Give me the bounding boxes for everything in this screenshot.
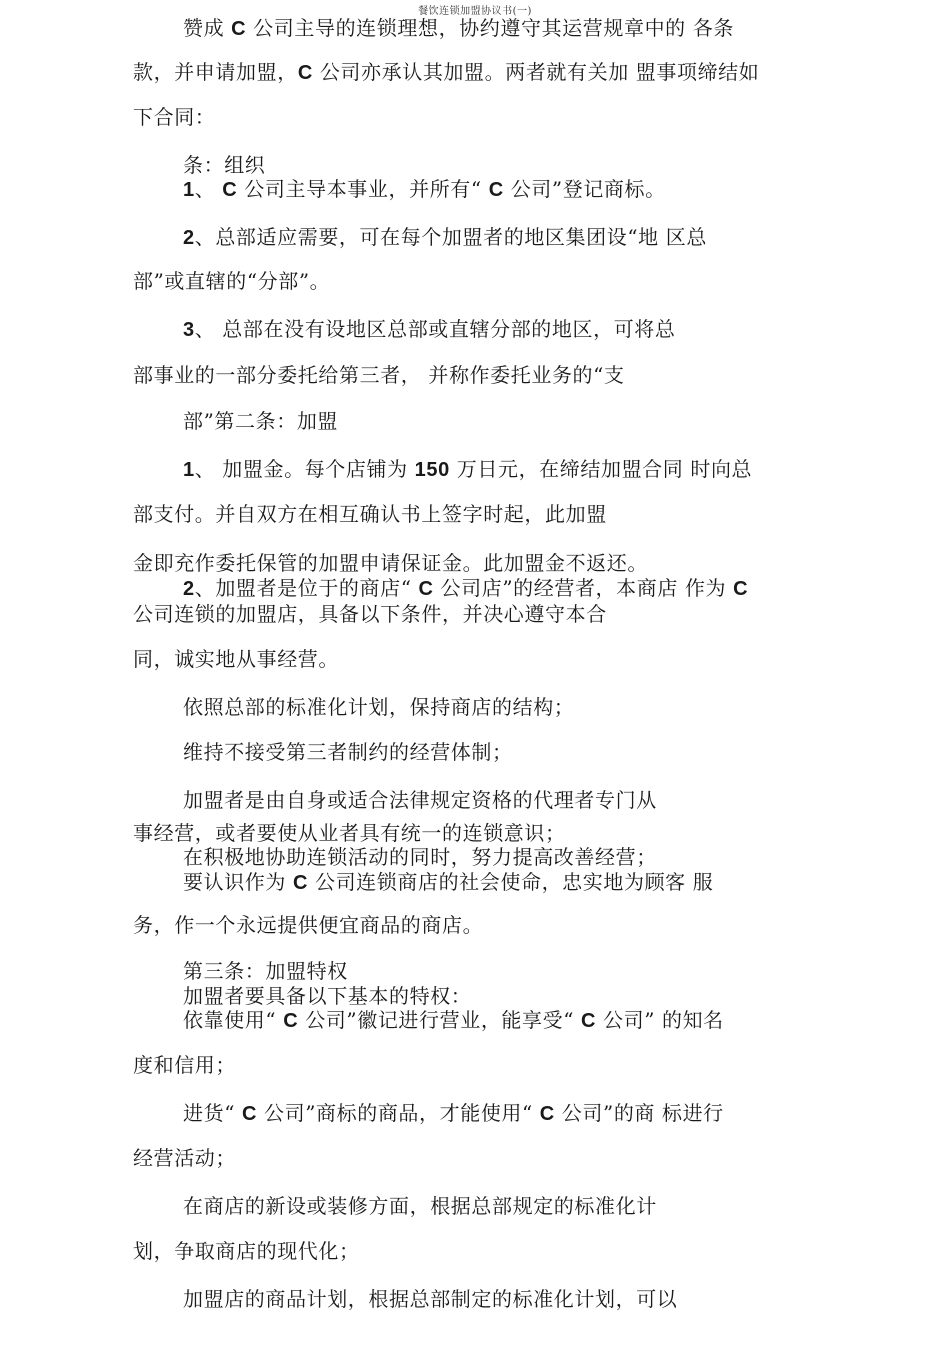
text-line: 部”或直辖的“分部”。 (133, 269, 331, 293)
text-line: 公司连锁的加盟店，具备以下条件，并决心遵守本合 (133, 602, 607, 626)
text-line: 加盟者是由自身或适合法律规定资格的代理者专门从 (183, 788, 657, 812)
text-line: 1、 加盟金。每个店铺为 150 万日元，在缔结加盟合同 时向总 (183, 457, 753, 481)
page-header: 餐饮连锁加盟协议书(一) (418, 6, 532, 17)
text-line: 进货“ C 公司”商标的商品，才能使用“ C 公司”的商 标进行 (183, 1101, 724, 1125)
text-line: 部支付。并自双方在相互确认书上签字时起，此加盟 (133, 502, 607, 526)
text-line: 第三条：加盟特权 (183, 959, 348, 983)
text-line: 在商店的新设或装修方面，根据总部规定的标准化计 (183, 1194, 657, 1218)
text-line: 维持不接受第三者制约的经营体制； (183, 740, 513, 764)
text-line: 款，并申请加盟，C 公司亦承认其加盟。两者就有关加 盟事项缔结如 (133, 60, 760, 84)
text-line: 度和信用； (133, 1053, 236, 1077)
text-line: 务，作一个永远提供便宜商品的商店。 (133, 913, 484, 937)
text-line: 赞成 C 公司主导的连锁理想，协约遵守其运营规章中的 各条 (183, 16, 734, 40)
text-line: 1、 C 公司主导本事业，并所有“ C 公司”登记商标。 (183, 177, 666, 201)
text-line: 经营活动； (133, 1146, 236, 1170)
text-line: 事经营，或者要使从业者具有统一的连锁意识； (133, 821, 566, 845)
text-line: 同，诚实地从事经营。 (133, 647, 339, 671)
text-line: 2、总部适应需要，可在每个加盟者的地区集团设“地 区总 (183, 225, 707, 249)
text-line: 在积极地协助连锁活动的同时，努力提高改善经营； (183, 845, 657, 869)
text-line: 2、加盟者是位于的商店“ C 公司店”的经营者，本商店 作为 C (183, 576, 749, 600)
text-line: 部事业的一部分委托给第三者， 并称作委托业务的“支 (133, 363, 625, 387)
text-line: 依靠使用“ C 公司”徽记进行营业，能享受“ C 公司” 的知名 (183, 1008, 724, 1032)
text-line: 部”第二条：加盟 (183, 409, 339, 433)
text-line: 下合同： (133, 105, 216, 129)
text-line: 依照总部的标准化计划，保持商店的结构； (183, 695, 575, 719)
text-line: 3、 总部在没有设地区总部或直辖分部的地区，可将总 (183, 317, 676, 341)
text-line: 金即充作委托保管的加盟申请保证金。此加盟金不返还。 (133, 551, 648, 575)
text-line: 加盟者要具备以下基本的特权： (183, 984, 472, 1008)
text-line: 要认识作为 C 公司连锁商店的社会使命，忠实地为顾客 服 (183, 870, 714, 894)
text-line: 划，争取商店的现代化； (133, 1239, 360, 1263)
text-line: 条：组织 (183, 153, 266, 177)
text-line: 加盟店的商品计划，根据总部制定的标准化计划，可以 (183, 1287, 678, 1311)
